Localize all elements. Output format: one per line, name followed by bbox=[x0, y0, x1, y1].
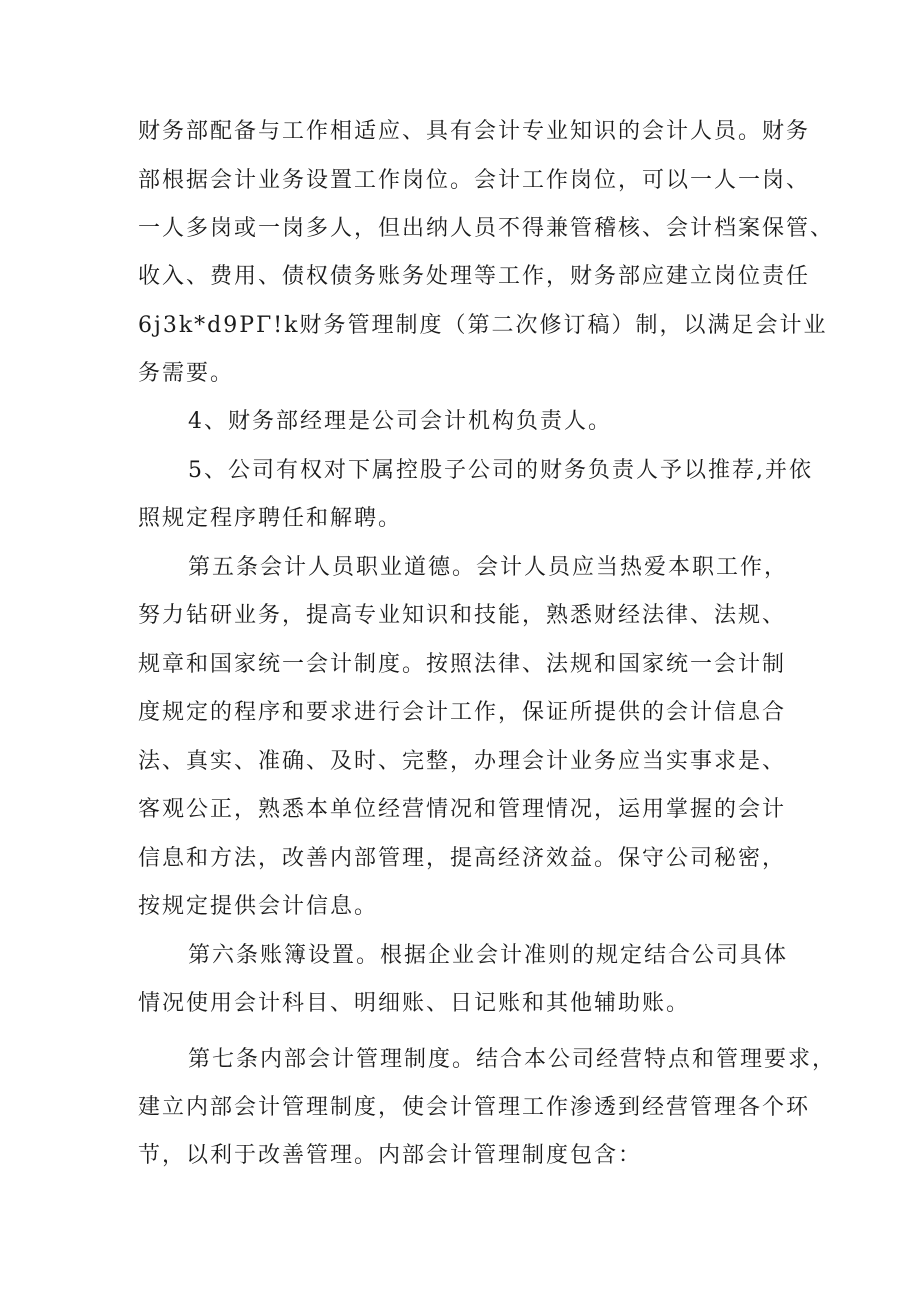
text-line: 客观公正，熟悉本单位经营情况和管理情况，运用掌握的会计 bbox=[138, 797, 787, 822]
text-line: 情况使用会计科目、明细账、日记账和其他辅助账。 bbox=[138, 991, 691, 1016]
text-line: 按规定提供会计信息。 bbox=[138, 894, 379, 919]
text-line: 法、真实、准确、及时、完整，办理会计业务应当实事求是、 bbox=[138, 749, 787, 774]
text-line: 努力钻研业务，提高专业知识和技能，熟悉财经法律、法规、 bbox=[138, 603, 787, 628]
text-line: 部根据会计业务设置工作岗位。会计工作岗位，可以一人一岗、 bbox=[138, 168, 811, 193]
text-line: 5、公司有权对下属控股子公司的财务负责人予以推荐,并依 bbox=[188, 458, 813, 483]
text-line: 照规定程序聘任和解聘。 bbox=[138, 506, 403, 531]
text-line: 6j3k*d9PΓ!k财务管理制度（第二次修订稿）制，以满足会计业 bbox=[138, 313, 828, 338]
text-line: 务需要。 bbox=[138, 361, 235, 386]
text-line: 财务部配备与工作相适应、具有会计专业知识的会计人员。财务 bbox=[138, 119, 811, 144]
text-line: 度规定的程序和要求进行会计工作，保证所提供的会计信息合 bbox=[138, 700, 787, 725]
text-line: 收入、费用、债权债务账务处理等工作，财务部应建立岗位责任 bbox=[138, 264, 811, 289]
text-line: 建立内部会计管理制度，使会计管理工作渗透到经营管理各个环 bbox=[138, 1095, 811, 1120]
text-line: 第六条账簿设置。根据企业会计准则的规定结合公司具体 bbox=[188, 943, 789, 968]
text-line: 一人多岗或一岗多人，但出纳人员不得兼管稽核、会计档案保管、 bbox=[138, 216, 835, 241]
text-line: 第七条内部会计管理制度。结合本公司经营特点和管理要求， bbox=[188, 1047, 837, 1072]
text-line: 4、财务部经理是公司会计机构负责人。 bbox=[188, 409, 612, 434]
text-line: 节，以利于改善管理。内部会计管理制度包含： bbox=[138, 1143, 643, 1168]
text-line: 信息和方法，改善内部管理，提高经济效益。保守公司秘密， bbox=[138, 846, 787, 871]
text-line: 第五条会计人员职业道德。会计人员应当热爱本职工作， bbox=[188, 555, 789, 580]
text-line: 规章和国家统一会计制度。按照法律、法规和国家统一会计制 bbox=[138, 652, 787, 677]
